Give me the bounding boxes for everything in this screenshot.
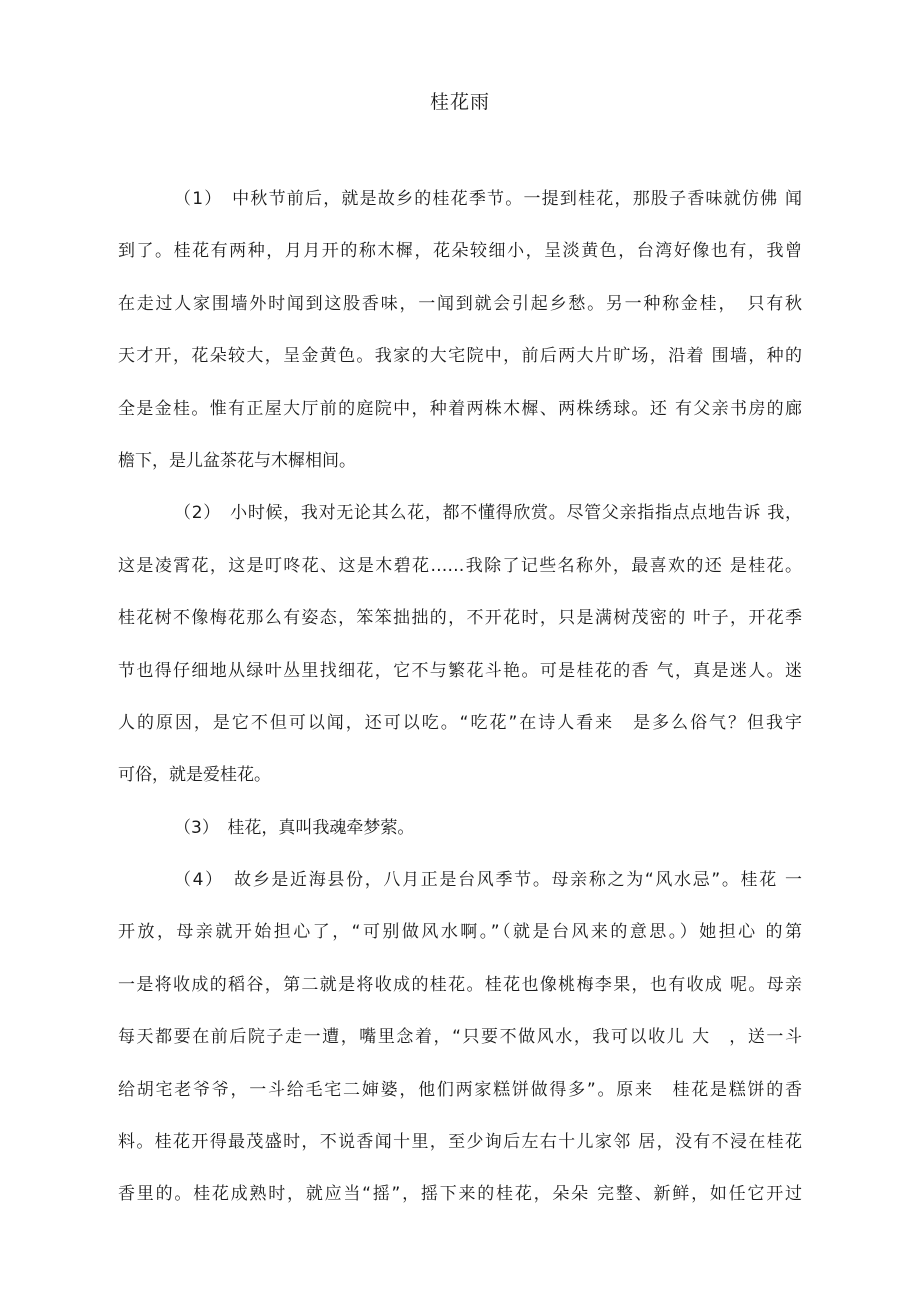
text-line: 节也得仔细地从绿叶丛里找细花，它不与繁花斗艳。可是桂花的香 气，真是迷人。迷 (118, 660, 802, 681)
text-line: 这是凌霄花，这是叮咚花、这是木碧花……我除了记些名称外，最喜欢的还 是桂花。 (118, 555, 802, 576)
text-line: （1） 中秋节前后，就是故乡的桂花季节。一提到桂花，那股子香味就仿佛 闻 (174, 189, 802, 209)
document-body (118, 178, 802, 1226)
text-line: 人的原因，是它不但可以闻，还可以吃。“吃花”在诗人看来 是多么俗气？但我宇 (118, 712, 802, 733)
text-line: 可俗，就是爱桂花。 (118, 765, 271, 786)
text-line: 到了。桂花有两种，月月开的称木樨，花朵较细小，呈淡黄色，台湾好像也有，我曾 (118, 241, 802, 262)
text-line: 在走过人家围墙外时闻到这股香味，一闻到就会引起乡愁。另一种称金桂， 只有秋 (118, 293, 802, 314)
text-line: 香里的。桂花成熟时，就应当“摇”，摇下来的桂花，朵朵 完整、新鲜，如任它开过 (118, 1184, 802, 1205)
text-line: 开放，母亲就开始担心了，“可别做风水啊。”（就是台风来的意思。）她担心 的第 (118, 922, 802, 943)
text-line: 天才开，花朵较大，呈金黄色。我家的大宅院中，前后两大片旷场，沿着 围墙，种的 (118, 346, 802, 367)
document-title: 桂花雨 (429, 91, 490, 113)
text-line: 一是将收成的稻谷，第二就是将收成的桂花。桂花也像桃梅李果，也有收成 呢。母亲 (118, 974, 802, 995)
text-line: （2） 小时候，我对无论其么花，都不懂得欣赏。尽管父亲指指点点地告诉 我， (174, 503, 802, 524)
text-line: （3） 桂花，真叫我魂牵梦萦。 (174, 817, 415, 838)
text-line: 檐下，是儿盆茶花与木樨相间。 (118, 450, 356, 471)
text-line: 每天都要在前后院子走一遭，嘴里念着，“只要不做风水，我可以收儿 大 ，送一斗 (118, 1027, 802, 1048)
text-line: （4） 故乡是近海县份，八月正是台风季节。母亲称之为“风水忌”。桂花 一 (174, 870, 802, 891)
text-line: 全是金桂。惟有正屋大厅前的庭院中，种着两株木樨、两株绣球。还 有父亲书房的廊 (118, 398, 802, 419)
text-line: 料。桂花开得最茂盛时，不说香闻十里，至少询后左右十儿家邻 居，没有不浸在桂花 (118, 1132, 802, 1153)
text-line: 桂花树不像梅花那么有姿态，笨笨拙拙的，不开花时，只是满树茂密的 叶子，开花季 (118, 608, 802, 629)
text-line: 给胡宅老爷爷，一斗给毛宅二婶婆，他们两家糕饼做得多”。原来 桂花是糕饼的香 (118, 1079, 802, 1100)
